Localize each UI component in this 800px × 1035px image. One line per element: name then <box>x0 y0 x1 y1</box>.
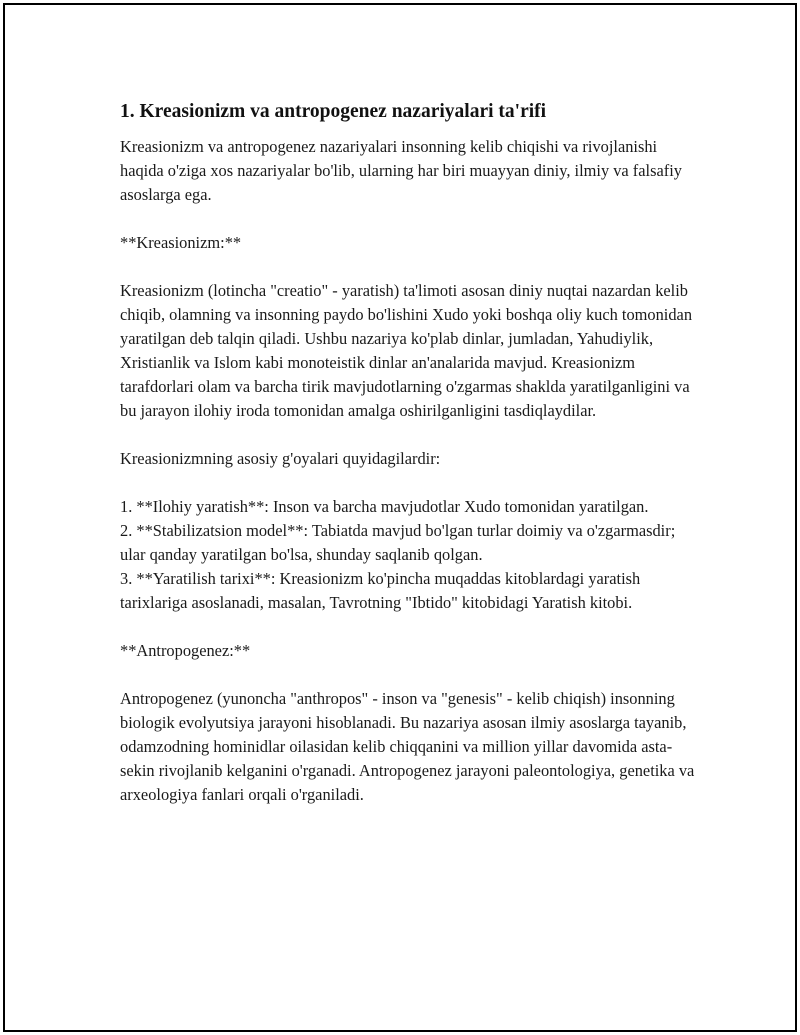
anthropogenesis-label: **Antropogenez:** <box>120 641 251 660</box>
intro-paragraph: Kreasionizm va antropogenez nazariyalari insonning kelib chiqishi va rivojlanishi haqida o'ziga xos nazariyalar bo'lib, ularning har biri muayyan diniy, ilmiy va falsafiy asoslarga ega. <box>120 137 682 204</box>
ideas-intro: Kreasionizmning asosiy g'oyalari quyidagilardir: <box>120 449 441 468</box>
section-heading: 1. Kreasionizm va antropogenez nazariyalari ta'rifi <box>120 101 547 122</box>
anthropogenesis-paragraph: Antropogenez (yunoncha "anthropos" - inson va "genesis" - kelib chiqish) insonning biologik evolyutsiya jarayoni hisoblanadi. Bu nazariya asosan ilmiy asoslarga tayanib, odamzodning hominidlar oilasidan kelib chiqqanini va million yillar davomida asta-sekin rivojlanib kelganini o'rganadi. Antropogenez jarayoni paleontologiya, genetika va arxeologiya fanlari orqali o'rganiladi. <box>120 689 695 804</box>
creationism-paragraph: Kreasionizm (lotincha "creatio" - yaratish) ta'limoti asosan diniy nuqtai nazardan kelib chiqib, olamning va insonning paydo bo'lishini Xudo yoki boshqa oliy kuch tomonidan yaratilgan deb talqin qiladi. Ushbu nazariya ko'plab dinlar, jumladan, Yahudiylik, Xristianlik va Islom kabi monoteistik dinlar an'analarida mavjud. Kreasionizm tarafdorlari olam va barcha tirik mavjudotlarning o'zgarmas shaklda yaratilganligini va bu jarayon ilohiy iroda tomonidan amalga oshirilganligini tasdiqlaydilar. <box>120 281 693 420</box>
document-body <box>120 99 700 831</box>
page-frame <box>3 3 797 1032</box>
list-item: 2. **Stabilizatsion model**: Tabiatda mavjud bo'lgan turlar doimiy va o'zgarmasdir; ular qanday yaratilgan bo'lsa, shunday saqlanib qolgan. <box>120 521 676 564</box>
ideas-list <box>120 495 700 615</box>
creationism-label: **Kreasionizm:** <box>120 233 242 252</box>
list-item: 1. **Ilohiy yaratish**: Inson va barcha mavjudotlar Xudo tomonidan yaratilgan. <box>120 497 649 516</box>
list-item: 3. **Yaratilish tarixi**: Kreasionizm ko'pincha muqaddas kitoblardagi yaratish tarixlariga asoslanadi, masalan, Tavrotning "Ibtido" kitobidagi Yaratish kitobi. <box>120 569 641 612</box>
